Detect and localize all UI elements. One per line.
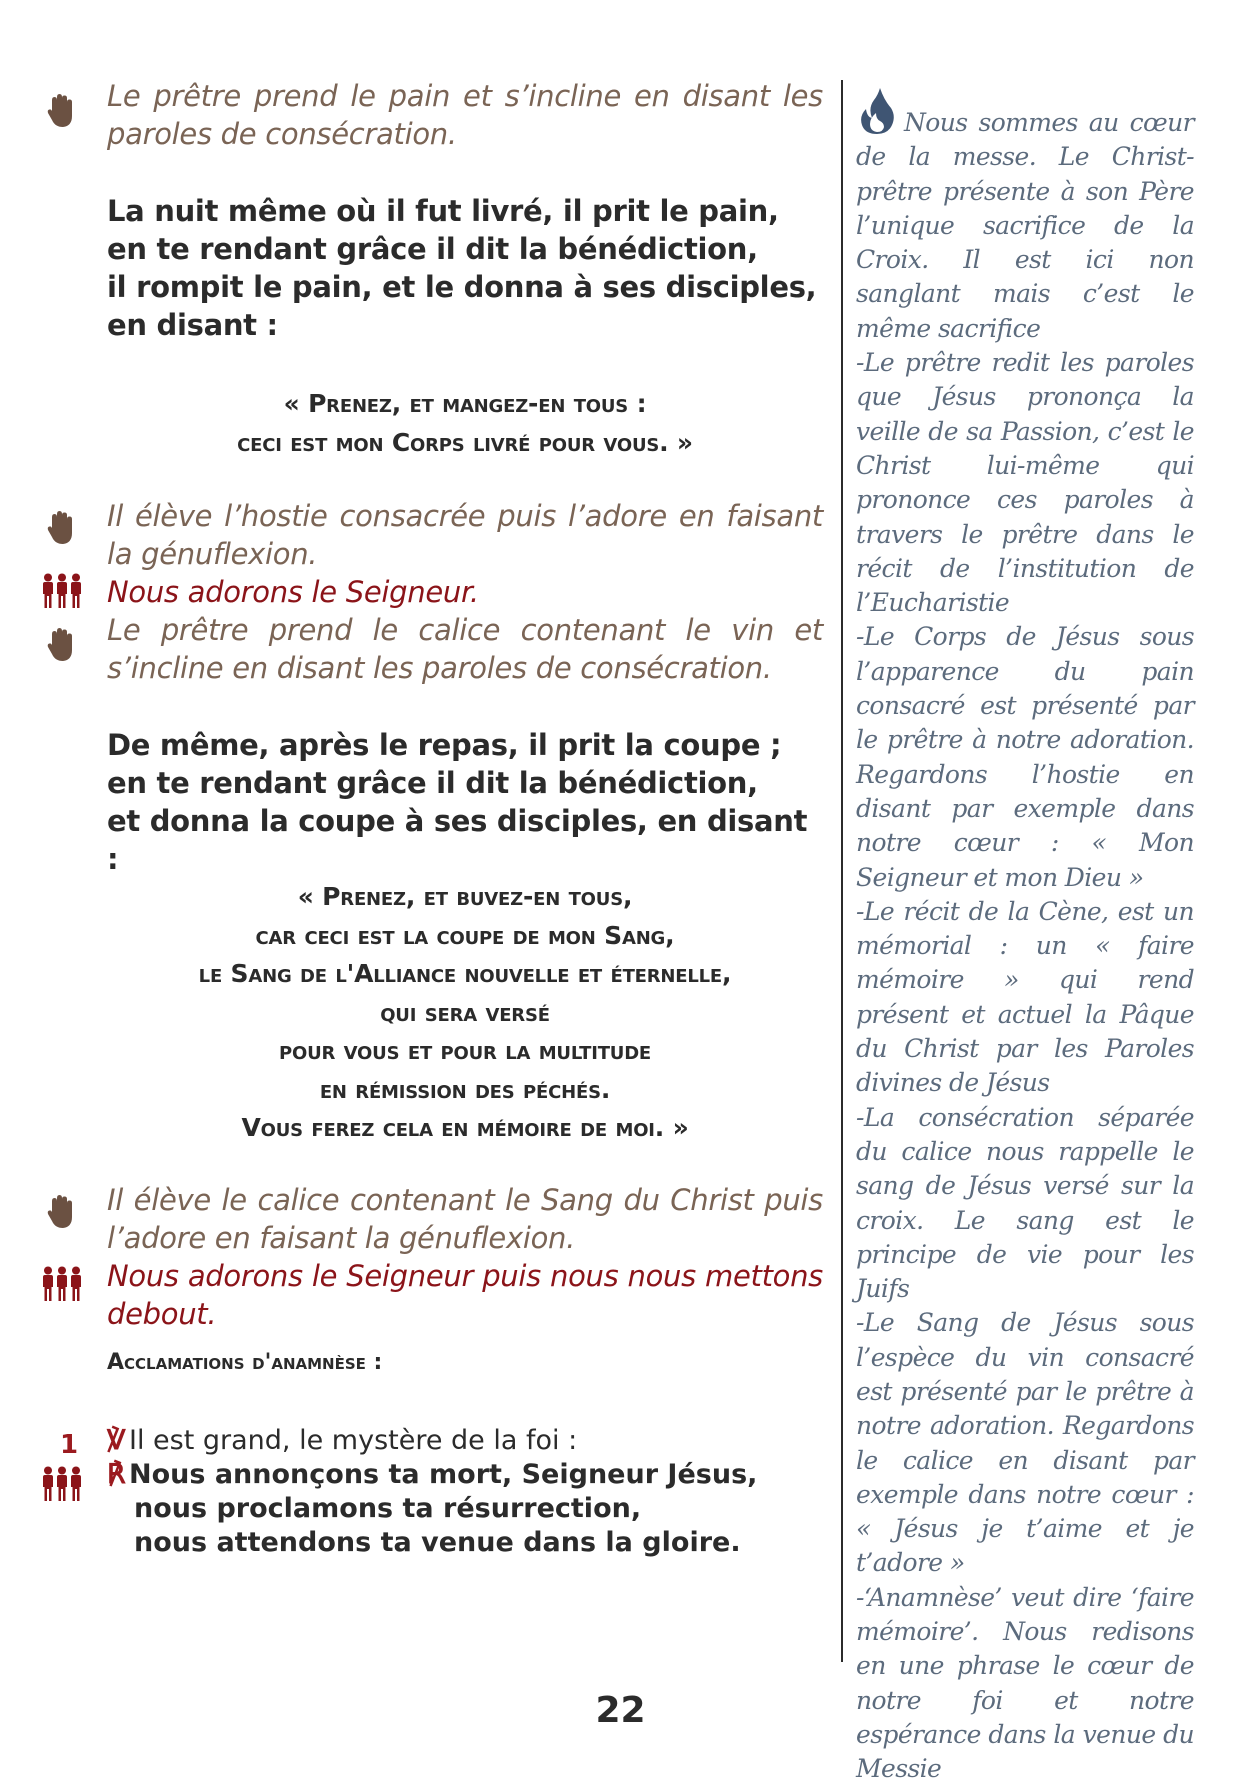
rubric-elevation-chalice: Il élève le calice contenant le Sang du Christ puis l’adore en faisant la génuflexion. [107, 1183, 823, 1255]
words-line: le Sang de l'Alliance nouvelle et éternelle, [198, 959, 732, 988]
acclamations-heading: Acclamations d'anamnèse : [107, 1350, 383, 1375]
narrative-line: De même, après le repas, il prit la coupe ; [107, 728, 782, 762]
words-line: en rémission des péchés. [319, 1074, 611, 1104]
commentary-paragraph: -Le Corps de Jésus sous l’apparence du pain consacré est présenté par le prêtre à notre adoration. Regardons l’hostie en disant par exemple dans notre cœur : « Mon Seigneur et mon Dieu » [856, 622, 1194, 892]
versicle-text: Il est grand, le mystère de la foi : [129, 1425, 578, 1456]
cup-narrative [107, 726, 823, 878]
versicle-symbol: ℣ [107, 1425, 126, 1456]
narrative-line: en disant : [107, 308, 278, 342]
rubric-people-adore: Nous adorons le Seigneur. [107, 575, 479, 609]
response [107, 1458, 823, 1492]
commentary-paragraph: -Le prêtre redit les paroles que Jésus prononça la veille de sa Passion, c’est le Christ lui-même qui prononce ces paroles à travers le prêtre dans le récit de l’institution de l’Eucharistie [856, 348, 1194, 618]
response-symbol: ℟ [107, 1459, 126, 1490]
bread-narrative [107, 192, 823, 344]
response-line: Nous annonçons ta mort, Seigneur Jésus, [129, 1459, 758, 1490]
hand-icon [46, 92, 76, 130]
commentary-paragraph: -La consécration séparée du calice nous rappelle le sang de Jésus versé sur la croix. Le sang est le principe de vie pour les Juifs [856, 1102, 1194, 1304]
hand-icon [46, 509, 76, 547]
narrative-line: en te rendant grâce il dit la bénédiction, [107, 232, 758, 266]
response-line: nous attendons ta venue dans la gloire. [134, 1527, 741, 1558]
acclamation [107, 1424, 823, 1560]
acclamation-number: 1 [60, 1430, 79, 1460]
people-icon [42, 572, 82, 610]
narrative-line: il rompit le pain, et le donna à ses disciples, [107, 270, 817, 304]
response-line: nous proclamons ta résurrection, [134, 1493, 642, 1524]
versicle [107, 1424, 823, 1458]
narrative-line: La nuit même où il fut livré, il prit le pain, [107, 194, 779, 228]
words-line: ceci est mon Corps livré pour vous. » [237, 427, 693, 457]
words-line: « Prenez, et buvez-en tous, [297, 882, 633, 911]
words-line: Vous ferez cela en mémoire de moi. » [241, 1113, 689, 1142]
rubric-take-chalice: Le prêtre prend le calice contenant le vin et s’incline en disant les paroles de consécration. [107, 613, 823, 685]
rubric-take-bread: Le prêtre prend le pain et s’incline en disant les paroles de consécration. [107, 79, 823, 151]
bread-consecration-words [107, 385, 823, 462]
page-number: 22 [595, 1690, 646, 1731]
commentary-column [856, 106, 1194, 1787]
words-line: qui sera versé [380, 997, 550, 1027]
commentary-paragraph: -Le Sang de Jésus sous l’espèce du vin consacré est présenté par le prêtre à notre adoration. Regardons le calice en disant par exemple dans notre cœur : « Jésus je t’aime et je t’adore » [856, 1308, 1194, 1578]
hand-icon [46, 626, 76, 664]
people-icon [42, 1465, 82, 1503]
column-divider [841, 80, 843, 1662]
words-line: car ceci est la coupe de mon Sang, [255, 920, 675, 950]
cup-consecration-words [107, 878, 823, 1148]
words-line: « Prenez, et mangez-en tous : [283, 389, 647, 418]
words-line: pour vous et pour la multitude [278, 1036, 652, 1065]
narrative-line: et donna la coupe à ses disciples, en disant : [107, 804, 808, 876]
commentary-paragraph: Nous sommes au cœur de la messe. Le Christ-prêtre présente à son Père l’unique sacrifice de la Croix. Il est ici non sanglant mais c’est le même sacrifice [856, 108, 1194, 343]
rubric-people-stand: Nous adorons le Seigneur puis nous nous mettons debout. [107, 1259, 823, 1331]
narrative-line: en te rendant grâce il dit la bénédiction, [107, 766, 758, 800]
hand-icon [46, 1193, 76, 1231]
people-icon [42, 1265, 82, 1303]
rubric-elevation-host: Il élève l’hostie consacrée puis l’adore en faisant la génuflexion. [107, 499, 823, 571]
commentary-paragraph: -Le récit de la Cène, est un mémorial : un « faire mémoire » qui rend présent et actuel la Pâque du Christ par les Paroles divines de Jésus [856, 896, 1194, 1098]
commentary-paragraph: -‘Anamnèse’ veut dire ‘faire mémoire’. Nous redisons en une phrase le cœur de notre foi et notre espérance dans la venue du Messie [856, 1582, 1194, 1784]
